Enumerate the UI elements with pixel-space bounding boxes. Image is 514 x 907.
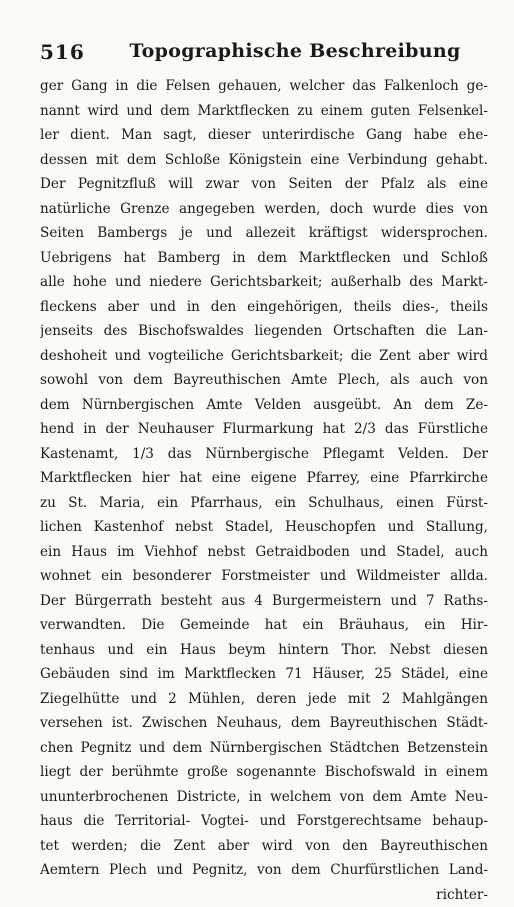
page-header bbox=[40, 38, 488, 70]
text-line: tenhaus und ein Haus beym hintern Thor. Nebst diesen bbox=[40, 638, 488, 663]
text-line: Gebäuden sind im Marktflecken 71 Häuser, 25 Städel, eine bbox=[40, 662, 488, 687]
text-line: dessen mit dem Schloße Königstein eine Verbindung gehabt. bbox=[40, 148, 488, 173]
text-line: chen Pegnitz und dem Nürnbergischen Städtchen Betzenstein bbox=[40, 736, 488, 761]
page-number: 516 bbox=[40, 40, 85, 64]
text-line: Der Bürgerrath besteht aus 4 Burgermeistern und 7 Raths- bbox=[40, 589, 488, 614]
text-line: Seiten Bambergs je und allezeit kräftigst widersprochen. bbox=[40, 221, 488, 246]
text-line: richter- bbox=[40, 883, 488, 907]
text-line: ununterbrochenen Districte, in welchem von dem Amte Neu- bbox=[40, 785, 488, 810]
text-line: natürliche Grenze angegeben werden, doch wurde dies von bbox=[40, 197, 488, 222]
text-line: Ziegelhütte und 2 Mühlen, deren jede mit 2 Mahlgängen bbox=[40, 687, 488, 712]
running-title: Topographische Beschreibung bbox=[102, 40, 488, 62]
book-page bbox=[40, 38, 488, 907]
text-line: liegt der berühmte große sogenannte Bischofswald in einem bbox=[40, 760, 488, 785]
text-line: ein Haus im Viehhof nebst Getraidboden und Stadel, auch bbox=[40, 540, 488, 565]
text-line: nannt wird und dem Marktflecken zu einem guten Felsenkel- bbox=[40, 99, 488, 124]
text-line: zu St. Maria, ein Pfarrhaus, ein Schulhaus, einen Fürst- bbox=[40, 491, 488, 516]
text-line: dem Nürnbergischen Amte Velden ausgeübt. An dem Ze- bbox=[40, 393, 488, 418]
text-line: jenseits des Bischofswaldes liegenden Ortschaften die Lan- bbox=[40, 319, 488, 344]
text-line: Kastenamt, 1/3 das Nürnbergische Pflegamt Velden. Der bbox=[40, 442, 488, 467]
text-line: Marktflecken hier hat eine eigene Pfarrey, eine Pfarrkirche bbox=[40, 466, 488, 491]
text-line: deshoheit und vogteiliche Gerichtsbarkeit; die Zent aber wird bbox=[40, 344, 488, 369]
text-line: fleckens aber und in den eingehörigen, theils dies-, theils bbox=[40, 295, 488, 320]
text-line: ger Gang in die Felsen gehauen, welcher das Falkenloch ge- bbox=[40, 74, 488, 99]
text-line: wohnet ein besonderer Forstmeister und Wildmeister allda. bbox=[40, 564, 488, 589]
text-line: ler dient. Man sagt, dieser unterirdische Gang habe ehe- bbox=[40, 123, 488, 148]
text-line: haus die Territorial- Vogtei- und Forstgerechtsame behaup- bbox=[40, 809, 488, 834]
text-line: hend in der Neuhauser Flurmarkung hat 2/3 das Fürstliche bbox=[40, 417, 488, 442]
body-text bbox=[40, 74, 488, 907]
text-line: Uebrigens hat Bamberg in dem Marktflecken und Schloß bbox=[40, 246, 488, 271]
text-line: verwandten. Die Gemeinde hat ein Bräuhaus, ein Hir- bbox=[40, 613, 488, 638]
text-line: sowohl von dem Bayreuthischen Amte Plech, als auch von bbox=[40, 368, 488, 393]
text-line: Aemtern Plech und Pegnitz, von dem Churfürstlichen Land- bbox=[40, 858, 488, 883]
text-line: versehen ist. Zwischen Neuhaus, dem Bayreuthischen Städt- bbox=[40, 711, 488, 736]
text-line: alle hohe und niedere Gerichtsbarkeit; außerhalb des Markt- bbox=[40, 270, 488, 295]
text-line: lichen Kastenhof nebst Stadel, Heuschopfen und Stallung, bbox=[40, 515, 488, 540]
text-line: tet werden; die Zent aber wird von den Bayreuthischen bbox=[40, 834, 488, 859]
text-line: Der Pegnitzfluß will zwar von Seiten der Pfalz als eine bbox=[40, 172, 488, 197]
